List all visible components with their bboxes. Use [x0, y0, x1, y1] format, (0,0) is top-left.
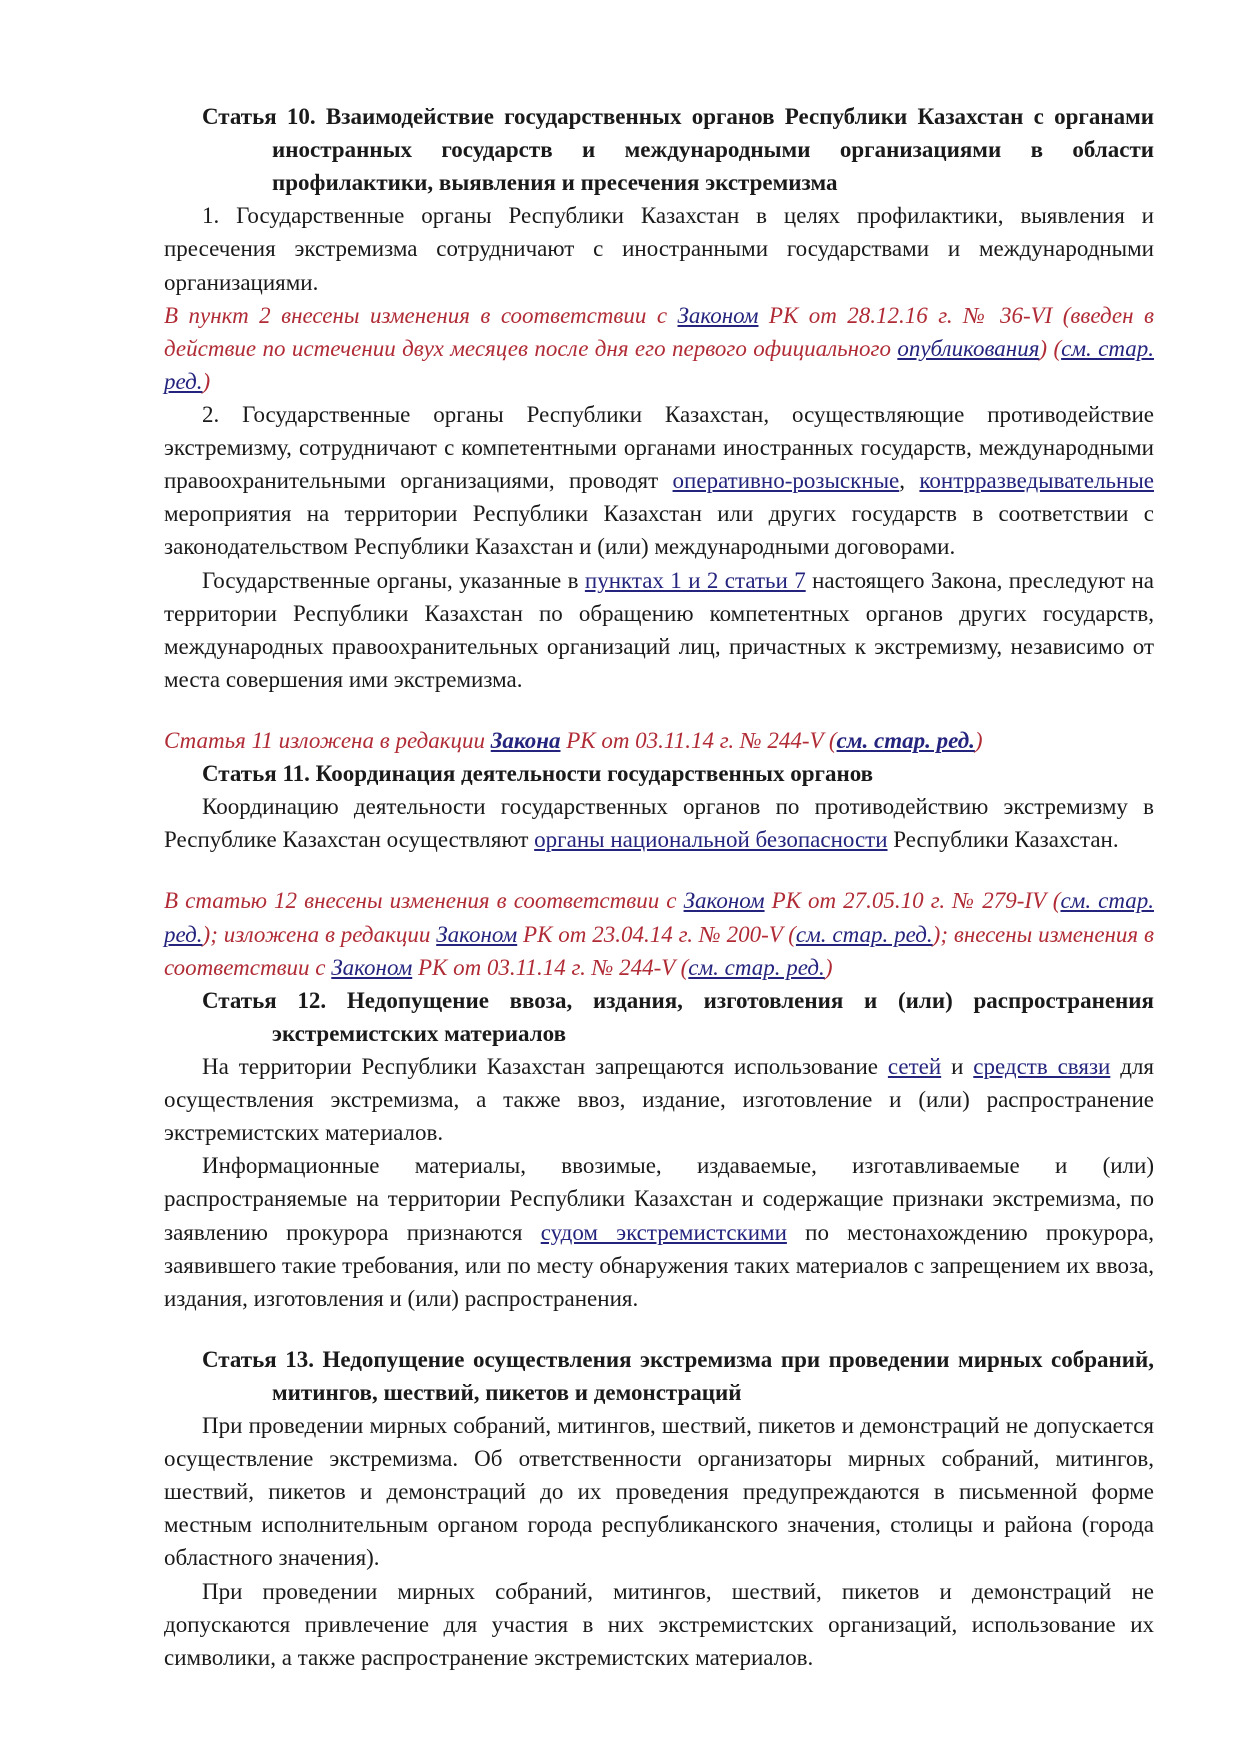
- law-link[interactable]: см. стар. ред.: [164, 335, 1154, 394]
- law-link[interactable]: оперативно-розыскные: [672, 468, 900, 494]
- text-run: Координацию деятельности государственных органов по противодействию экстремизму в Республике Казахстан осуществляют: [164, 794, 1154, 853]
- law-link[interactable]: Законом: [683, 888, 765, 914]
- text-run: На территории Республики Казахстан запрещаются использование: [202, 1053, 888, 1079]
- text-run: мероприятия на территории Республики Казахстан или других государств в соответствии с законодательством Республики Казахстан и (или) международными договорами.: [164, 501, 1154, 560]
- text-run: ); изложена в редакции: [202, 921, 437, 947]
- text-run: ,: [899, 468, 920, 494]
- text-run: настоящего Закона, преследуют на территории Республики Казахстан по обращению компетентных органов других государств, международных правоохранительных организаций лиц, причастных к экстремизму, независимо от места совершения ими экстремизма.: [164, 567, 1155, 692]
- article-13-paragraph-1: [164, 1409, 1154, 1575]
- law-link[interactable]: органы национальной безопасности: [534, 827, 888, 853]
- text-run: Статья 10. Взаимодействие государственных органов Республики Казахстан с органами иностранных государств и международными организациями в области профилактики, выявления и пресечения экстремизма: [202, 104, 1154, 196]
- text-run: При проведении мирных собраний, митингов, шествий, пикетов и демонстраций не допускаются привлечение для участия в них экстремистских организаций, использование их символики, а также распространение экстремистских материалов.: [164, 1578, 1154, 1670]
- text-run: Статья 13. Недопущение осуществления экстремизма при проведении мирных собраний, митингов, шествий, пикетов и демонстраций: [202, 1346, 1154, 1405]
- law-link[interactable]: Законом: [436, 921, 518, 947]
- article-11-paragraph-1: [164, 790, 1154, 856]
- text-run: В статью 12 внесены изменения в соответствии с: [164, 888, 684, 914]
- text-run: РК от 23.04.14 г. № 200-V (: [517, 921, 796, 947]
- text-run: РК от 27.05.10 г. № 279-IV (: [764, 888, 1061, 914]
- law-link[interactable]: см. стар. ред.: [164, 888, 1154, 947]
- text-run: РК от 28.12.16 г. № 36-VI (введен в действие по истечении двух месяцев после дня его первого официального: [164, 302, 1154, 361]
- law-link[interactable]: см. стар. ред.: [795, 921, 933, 947]
- article-13-heading: [164, 1343, 1154, 1409]
- law-link[interactable]: контрразведывательные: [919, 468, 1154, 494]
- article-11-heading: [164, 757, 1154, 790]
- text-run: ): [824, 954, 833, 980]
- amendment-note-article-12: [164, 884, 1154, 983]
- text-run: ): [202, 368, 211, 394]
- amendment-note-article-11: [164, 724, 1154, 757]
- law-link[interactable]: см. стар. ред.: [688, 954, 825, 980]
- text-run: для осуществления экстремизма, а также ввоз, издание, изготовление и (или) распространение экстремистских материалов.: [164, 1053, 1154, 1146]
- law-link[interactable]: опубликования: [897, 335, 1040, 361]
- law-link[interactable]: Законом: [677, 302, 759, 328]
- text-run: Государственные органы, указанные в: [202, 567, 585, 593]
- article-12-heading: [164, 984, 1154, 1050]
- article-12-paragraph-2: [164, 1149, 1154, 1315]
- text-run: Республики Казахстан.: [887, 827, 1119, 853]
- text-run: Статья 11 изложена в редакции: [164, 727, 491, 753]
- text-run: ) (: [1039, 335, 1062, 361]
- text-run: В пункт 2 внесены изменения в соответствии с: [164, 302, 678, 328]
- text-run: ); внесены изменения в соответствии с: [164, 921, 1154, 980]
- law-link[interactable]: пунктах 1 и 2 статьи 7: [584, 567, 806, 593]
- law-link[interactable]: средств связи: [973, 1053, 1111, 1079]
- article-10-paragraph-2: [164, 398, 1154, 564]
- text-run: и: [941, 1053, 974, 1079]
- law-link[interactable]: см. стар. ред.: [836, 727, 975, 753]
- text-run: 2. Государственные органы Республики Казахстан, осуществляющие противодействие экстремизму, сотрудничают с компетентными органами иностранных государств, международными правоохранительными организациями, проводят: [164, 401, 1154, 494]
- article-12-paragraph-1: [164, 1050, 1154, 1149]
- text-run: РК от 03.11.14 г. № 244-V (: [560, 727, 837, 753]
- text-run: Информационные материалы, ввозимые, издаваемые, изготавливаемые и (или) распространяемые на территории Республики Казахстан и содержащие признаки экстремизма, по заявлению прокурора признаются: [164, 1153, 1154, 1245]
- amendment-note-point-2: [164, 299, 1154, 398]
- text-run: 1. Государственные органы Республики Казахстан в целях профилактики, выявления и пресечения экстремизма сотрудничают с иностранными государствами и международными организациями.: [164, 203, 1154, 295]
- article-10-heading: [164, 100, 1154, 199]
- law-link[interactable]: сетей: [887, 1053, 942, 1079]
- article-13-paragraph-2: [164, 1575, 1154, 1674]
- document-body: [164, 100, 1154, 1674]
- text-run: по местонахождению прокурора, заявившего такие требования, или по месту обнаружения таких материалов с запрещением их ввоза, издания, изготовления и (или) распространения.: [164, 1219, 1154, 1311]
- text-run: При проведении мирных собраний, митингов, шествий, пикетов и демонстраций не допускается осуществление экстремизма. Об ответственности организаторы мирных собраний, митингов, шествий, пикетов и демонстраций до их проведения предупреждаются в письменной форме местным исполнительным органом города республиканского значения, столицы и района (города областного значения).: [164, 1413, 1154, 1571]
- text-run: Статья 11. Координация деятельности государственных органов: [202, 761, 874, 787]
- article-10-paragraph-3: [164, 564, 1154, 696]
- blank-line: [164, 856, 1154, 884]
- text-run: РК от 03.11.14 г. № 244-V (: [412, 954, 689, 980]
- law-link[interactable]: Законом: [331, 954, 413, 980]
- blank-line: [164, 696, 1154, 724]
- law-link[interactable]: судом экстремистскими: [540, 1219, 787, 1245]
- text-run: ): [974, 727, 983, 753]
- law-link[interactable]: Закона: [490, 727, 561, 753]
- text-run: Статья 12. Недопущение ввоза, издания, изготовления и (или) распространения экстремистских материалов: [202, 987, 1154, 1046]
- article-10-paragraph-1: [164, 199, 1154, 298]
- blank-line: [164, 1315, 1154, 1343]
